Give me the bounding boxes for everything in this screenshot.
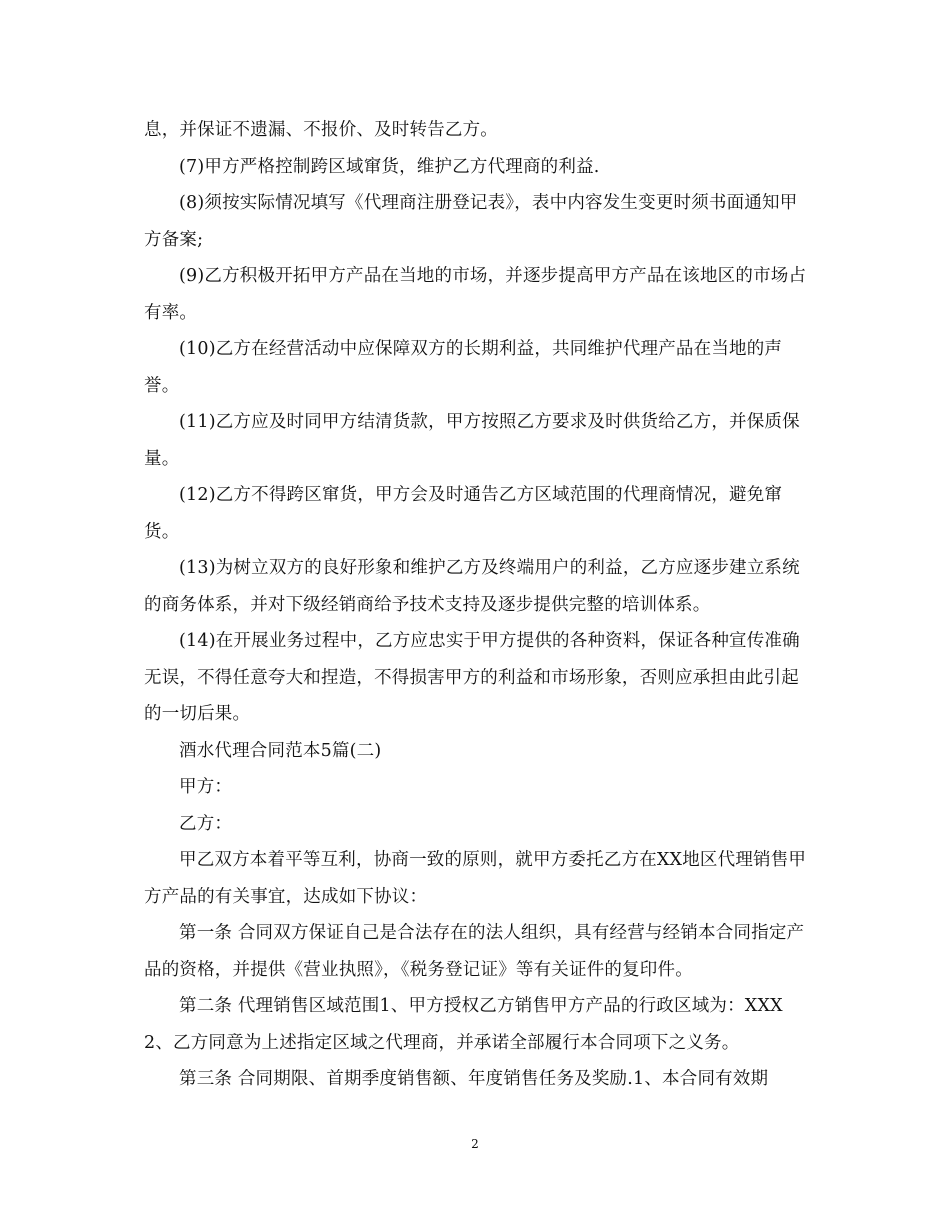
- clause-14: (14)在开展业务过程中，乙方应忠实于甲方提供的各种资料，保证各种宣传准确无误，不得任意夸大和捏造，不得损害甲方的利益和市场形象，否则应承担由此引起的一切后果。: [144, 631, 800, 724]
- document-body: [144, 112, 808, 1098]
- clause-9: (9)乙方积极开拓甲方产品在当地的市场，并逐步提高甲方产品在该地区的市场占有率。: [144, 266, 807, 323]
- party-b-line: 乙方：: [179, 813, 233, 834]
- clause-11: (11)乙方应及时同甲方结清货款，甲方按照乙方要求及时供货给乙方，并保质保量。: [144, 412, 800, 469]
- party-a-line: 甲方：: [179, 777, 233, 797]
- page-number: 2: [471, 1137, 479, 1151]
- clause-10: (10)乙方在经营活动中应保障双方的长期利益，共同维护代理产品在当地的声誉。: [144, 339, 783, 396]
- clause-7: (7)甲方严格控制跨区域窜货，维护乙方代理商的利益.: [179, 156, 600, 177]
- article-3: 第三条 合同期限、首期季度销售额、年度销售任务及奖励.1、本合同有效期: [179, 1069, 769, 1089]
- clause-13: (13)为树立双方的良好形象和维护乙方及终端用户的利益，乙方应逐步建立系统的商务体系，并对下级经销商给予技术支持及逐步提供完整的培训体系。: [144, 558, 800, 615]
- article-2: 第二条 代理销售区域范围1、甲方授权乙方销售甲方产品的行政区域为：XXX2、乙方同意为上述指定区域之代理商，并承诺全部履行本合同项下之义务。: [144, 996, 783, 1053]
- article-1: 第一条 合同双方保证自己是合法存在的法人组织，具有经营与经销本合同指定产品的资格，并提供《营业执照》，《税务登记证》等有关证件的复印件。: [144, 923, 805, 980]
- paragraph-continuation: 息，并保证不遗漏、不报价、及时转告乙方。: [144, 120, 498, 140]
- agreement-intro: 甲乙双方本着平等互利，协商一致的原则，就甲方委托乙方在XX地区代理销售甲方产品的有关事宜，达成如下协议：: [144, 850, 807, 907]
- clause-8: (8)须按实际情况填写《代理商注册登记表》，表中内容发生变更时须书面通知甲方备案;: [144, 193, 798, 250]
- section-title: 酒水代理合同范本5篇(二): [179, 740, 382, 761]
- clause-12: (12)乙方不得跨区窜货，甲方会及时通告乙方区域范围的代理商情况，避免窜货。: [144, 485, 783, 542]
